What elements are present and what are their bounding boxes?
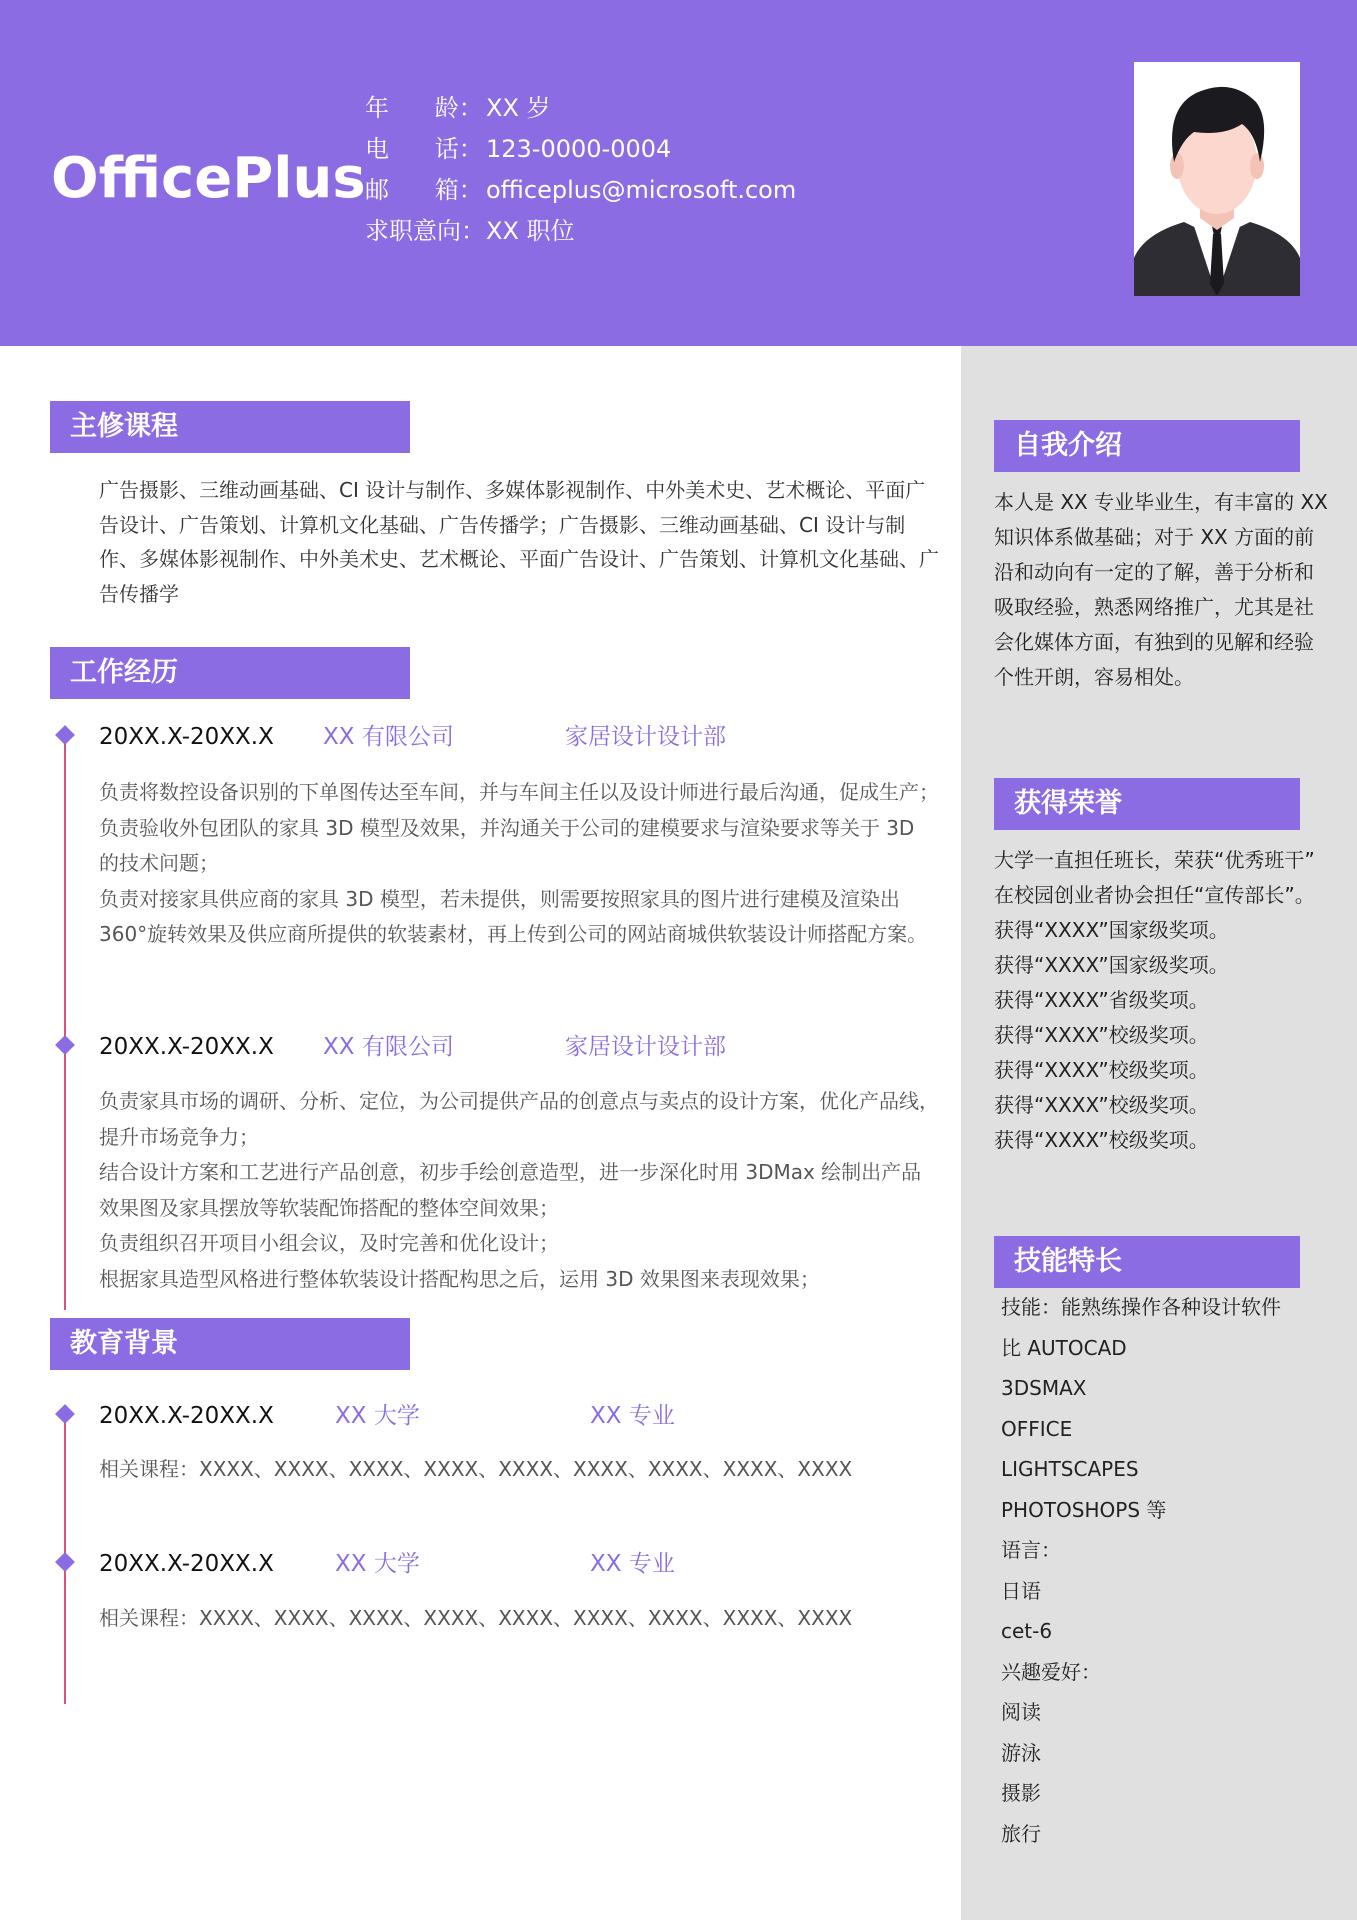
info-value: XX 岁 [486,94,551,122]
honor-item: 获得“XXXX”校级奖项。 [994,1023,1209,1047]
timeline-diamond-icon [55,1404,75,1424]
skill-item: 比 AUTOCAD [1001,1335,1127,1360]
timeline-diamond-icon [55,725,75,745]
section-title-work: 工作经历 [50,647,410,699]
work-dept: 家居设计设计部 [565,1034,726,1060]
honor-item: 大学一直担任班长，荣获“优秀班干” [994,848,1315,872]
skill-item: PHOTOSHOPS 等 [1001,1497,1167,1522]
intro-line: 沿和动向有一定的了解，善于分析和 [994,560,1314,584]
work-duty: 负责组织召开项目小组会议，及时完善和优化设计； [99,1231,559,1255]
work-dept: 家居设计设计部 [565,724,726,750]
skill-item: 游泳 [1001,1740,1041,1765]
skill-item: 3DSMAX [1001,1376,1087,1400]
header-banner [0,0,1357,346]
skill-item: 兴趣爱好： [1001,1659,1101,1684]
skill-item: 日语 [1001,1578,1041,1603]
honors-list [994,843,1315,1158]
honor-item: 获得“XXXX”校级奖项。 [994,1128,1209,1152]
edu-date: 20XX.X-20XX.X [99,1403,274,1429]
avatar-photo [1134,62,1300,296]
info-value: XX 职位 [486,217,575,245]
work-duty: 负责将数控设备识别的下单图传达至车间，并与车间主任以及设计师进行最后沟通，促成生产； [99,780,939,804]
work-company: XX 有限公司 [323,1034,454,1060]
info-label: 电 话： [365,135,483,163]
info-email [365,170,796,211]
edu-major: XX 专业 [590,1403,675,1429]
courses-text: 广告摄影、三维动画基础、CI 设计与制作、多媒体影视制作、中外美术史、艺术概论、平面广告设计、广告策划、计算机文化基础、广告传播学；广告摄影、三维动画基础、CI 设计与制作、多媒体影视制作、中外美术史、艺术概论、平面广告设计、广告策划、计算机文化基础、广告传播学 [99,478,939,606]
edu-courses: 相关课程：XXXX、XXXX、XXXX、XXXX、XXXX、XXXX、XXXX、XXXX、XXXX [99,1457,853,1481]
info-value: 123-0000-0004 [486,135,672,163]
skill-item: 旅行 [1001,1821,1041,1846]
personal-info [365,88,796,252]
intro-text [994,485,1328,695]
skills-list [1001,1287,1281,1854]
info-objective [365,211,796,252]
edu-entry-header [99,1401,899,1431]
info-label: 求职意向： [365,217,485,245]
resume-name: OfficePlus [51,146,366,211]
info-label: 邮 箱： [365,176,483,204]
intro-line: 知识体系做基础；对于 XX 方面的前 [994,525,1315,549]
skill-item: OFFICE [1001,1416,1073,1441]
intro-line: 会化媒体方面，有独到的见解和经验 [994,630,1314,654]
work-date: 20XX.X-20XX.X [99,724,274,750]
section-title-honors: 获得荣誉 [994,778,1300,830]
avatar-icon [1134,62,1300,296]
work-duty: 负责对接家具供应商的家具 3D 模型，若未提供，则需要按照家具的图片进行建模及渲染出 360°旋转效果及供应商所提供的软装素材，再上传到公司的网站商城供软装设计师搭配方案。 [99,886,928,946]
work-entry-header [99,1032,899,1062]
skill-item: cet-6 [1001,1619,1053,1643]
edu-courses: 相关课程：XXXX、XXXX、XXXX、XXXX、XXXX、XXXX、XXXX、XXXX、XXXX [99,1606,853,1630]
skill-item: 摄影 [1001,1781,1041,1805]
work-duty: 结合设计方案和工艺进行产品创意，初步手绘创意造型，进一步深化时用 3DMax 绘制出产品效果图及家具摆放等软装配饰搭配的整体空间效果； [99,1160,922,1220]
honor-item: 获得“XXXX”校级奖项。 [994,1093,1209,1117]
work-duty: 负责家具市场的调研、分析、定位，为公司提供产品的创意点与卖点的设计方案，优化产品线，提升市场竞争力； [99,1089,939,1149]
intro-line: 本人是 XX 专业毕业生，有丰富的 XX [994,490,1328,514]
intro-line: 个性开朗，容易相处。 [994,665,1194,689]
skill-item: 阅读 [1001,1700,1041,1724]
honor-item: 获得“XXXX”校级奖项。 [994,1058,1209,1082]
info-phone [365,129,796,170]
skill-item: 语言： [1001,1538,1061,1562]
honor-item: 获得“XXXX”省级奖项。 [994,988,1209,1012]
edu-school: XX 大学 [335,1551,420,1577]
work-company: XX 有限公司 [323,724,454,750]
info-age [365,88,796,129]
honor-item: 获得“XXXX”国家级奖项。 [994,953,1229,977]
timeline-diamond-icon [55,1035,75,1055]
section-title-education: 教育背景 [50,1318,410,1370]
section-title-courses: 主修课程 [50,401,410,453]
intro-line: 吸取经验，熟悉网络推广，尤其是社 [994,595,1314,619]
edu-date: 20XX.X-20XX.X [99,1551,274,1577]
work-entry-body [99,1084,939,1297]
timeline-diamond-icon [55,1552,75,1572]
work-entry-header [99,722,899,752]
info-label: 年 龄： [365,94,483,122]
skill-item: LIGHTSCAPES [1001,1457,1139,1481]
work-entry-body [99,775,939,953]
work-date: 20XX.X-20XX.X [99,1034,274,1060]
section-title-skills: 技能特长 [994,1236,1300,1288]
edu-school: XX 大学 [335,1403,420,1429]
honor-item: 在校园创业者协会担任“宣传部长”。 [994,883,1315,907]
edu-entry-header [99,1549,899,1579]
edu-major: XX 专业 [590,1551,675,1577]
work-duty: 负责验收外包团队的家具 3D 模型及效果，并沟通关于公司的建模要求与渲染要求等关于 3D 的技术问题； [99,815,915,875]
section-title-intro: 自我介绍 [994,420,1300,472]
honor-item: 获得“XXXX”国家级奖项。 [994,918,1229,942]
work-duty: 根据家具造型风格进行整体软装设计搭配构思之后，运用 3D 效果图来表现效果； [99,1266,820,1291]
info-value: officeplus@microsoft.com [486,176,797,204]
skill-item: 技能：能熟练操作各种设计软件 [1001,1295,1281,1319]
work-timeline-line [64,735,66,1310]
